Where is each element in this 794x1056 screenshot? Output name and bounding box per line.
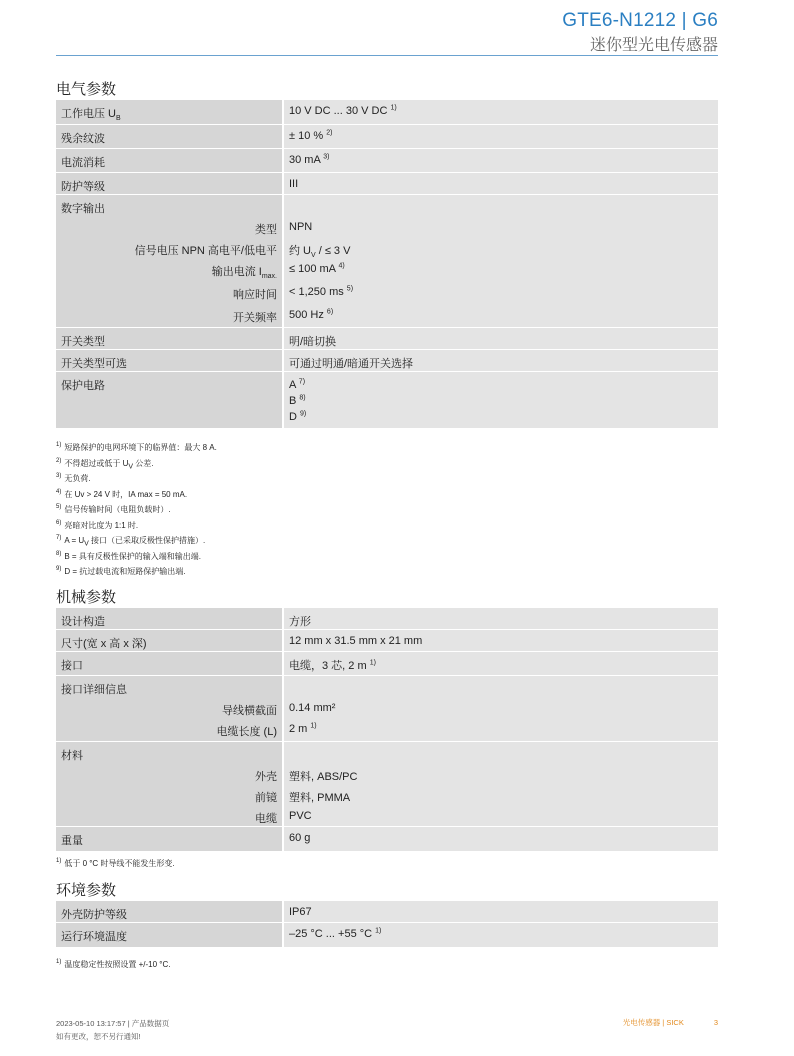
footnote: $^{3)}$ 无负荷. xyxy=(56,473,91,483)
row-value: 10 V DC ... 30 V DC $^{1)}$ xyxy=(283,100,718,124)
electrical-table xyxy=(56,100,718,428)
section-title-environment: 环境参数 xyxy=(56,882,117,899)
row-label: 开关类型 xyxy=(56,328,283,350)
row-label: 输出电流 $I_{max.}$ xyxy=(56,258,283,281)
page-footer-right xyxy=(623,1017,718,1028)
page-footer-left xyxy=(56,1017,169,1043)
product-subtitle: 迷你型光电传感器 xyxy=(589,37,718,54)
row-label: 响应时间 xyxy=(56,281,283,304)
row-label: 防护等级 xyxy=(56,172,283,194)
row-label: 残余纹波 xyxy=(56,124,283,148)
row-label: 外壳 xyxy=(56,763,283,784)
row-label: 导线横截面 xyxy=(56,697,283,718)
footnote: $^{6)}$ 亮暗对比度为 1:1 时. xyxy=(56,519,139,530)
row-value: 塑料, ABS/PC xyxy=(283,763,718,784)
electrical-footnotes xyxy=(56,440,217,580)
row-label: 运行环境温度 xyxy=(56,923,283,947)
row-value: 500 Hz $^{6)}$ xyxy=(283,304,718,328)
row-value: 约 $U_V$ / ≤ 3 V xyxy=(283,237,718,258)
row-value: 60 g xyxy=(283,827,718,851)
section-title-electrical: 电气参数 xyxy=(56,81,117,98)
row-value: 明/暗切换 xyxy=(283,328,718,350)
row-label: 开关类型可选 xyxy=(56,350,283,372)
mechanical-footnotes xyxy=(56,856,175,872)
row-value: 电缆，3 芯, 2 m $^{1)}$ xyxy=(283,652,718,676)
footnote: $^{4)}$ 在 Uv > 24 V 时，IA max = 50 mA. xyxy=(56,488,188,499)
row-value: III xyxy=(283,172,718,194)
footer-disclaimer: 如有更改，恕不另行通知! xyxy=(56,1032,141,1041)
row-label: 材料 xyxy=(56,741,283,763)
row-value: 方形 xyxy=(283,608,718,630)
footer-date: 2023-05-10 13:17:57 | 产品数据页 xyxy=(56,1019,170,1028)
row-label: 设计构造 xyxy=(56,608,283,630)
mechanical-table xyxy=(56,608,718,851)
page-header xyxy=(56,10,718,56)
row-label: 尺寸(宽 x 高 x 深) xyxy=(56,630,283,652)
row-value: 30 mA $^{3)}$ xyxy=(283,148,718,172)
row-label: 信号电压 NPN 高电平/低电平 xyxy=(56,237,283,258)
row-label: 电缆 xyxy=(56,805,283,827)
row-label: 重量 xyxy=(56,827,283,851)
row-value: 0.14 mm² xyxy=(283,697,718,718)
environment-footnotes xyxy=(56,957,170,973)
footnote: $^{1)}$ 短路保护的电网环境下的临界值：最大 8 A. xyxy=(56,442,217,452)
row-value: NPN xyxy=(283,216,718,237)
row-value: 12 mm x 31.5 mm x 21 mm xyxy=(283,630,718,652)
footnote: $^{8)}$ B = 具有反极性保护的输入端和输出端. xyxy=(56,550,202,561)
footnote: $^{7)}$ $A = U_V$ 接口（已采取反极性保护措施）. xyxy=(56,535,206,548)
footnote: $^{1)}$ 温度稳定性按照设置 +/-10 °C. xyxy=(56,959,171,969)
row-value xyxy=(283,741,718,763)
row-label: 数字输出 xyxy=(56,194,283,216)
row-value: ≤ 100 mA $^{4)}$ xyxy=(283,258,718,281)
row-value: 可通过明通/暗通开关选择 xyxy=(283,350,718,372)
row-label: 电缆长度 (L) xyxy=(56,718,283,741)
footnote: $^{9)}$ D = 抗过载电流和短路保护输出端. xyxy=(56,566,186,576)
footer-brand: 光电传感器 | SICK xyxy=(622,1018,684,1027)
environment-table xyxy=(56,901,718,947)
row-value: < 1,250 ms $^{5)}$ xyxy=(283,281,718,304)
row-value: A $^{7)}$ B $^{8)}$ D $^{9)}$ xyxy=(283,372,718,428)
row-value xyxy=(283,194,718,216)
row-label: 开关频率 xyxy=(56,304,283,328)
row-value xyxy=(283,676,718,698)
row-label: 类型 xyxy=(56,216,283,237)
row-label: 接口 xyxy=(56,652,283,676)
footnote: $^{2)}$ 不得超过或低于 $U_V$ 公差. xyxy=(56,457,154,471)
row-label: 外壳防护等级 xyxy=(56,901,283,923)
row-value: 2 m $^{1)}$ xyxy=(283,718,718,741)
product-title: GTE6-N1212 | G6 xyxy=(562,10,718,31)
row-label: 保护电路 xyxy=(56,372,283,428)
footnote: $^{1)}$ 低于 0 °C 时导线不能发生形变. xyxy=(56,858,175,868)
row-label: 工作电压 $U_B$ xyxy=(56,100,283,124)
row-value: PVC xyxy=(283,805,718,827)
row-label: 接口详细信息 xyxy=(56,676,283,698)
page-number: 3 xyxy=(713,1018,718,1027)
row-label: 前镜 xyxy=(56,784,283,805)
footnote: $^{5)}$ 信号传输时间（电阻负载时）. xyxy=(56,504,171,514)
row-value: –25 °C ... +55 °C $^{1)}$ xyxy=(283,923,718,947)
row-value: IP67 xyxy=(283,901,718,923)
row-value: ± 10 % $^{2)}$ xyxy=(283,124,718,148)
row-label: 电流消耗 xyxy=(56,148,283,172)
section-title-mechanical: 机械参数 xyxy=(56,589,117,606)
row-value: 塑料, PMMA xyxy=(283,784,718,805)
